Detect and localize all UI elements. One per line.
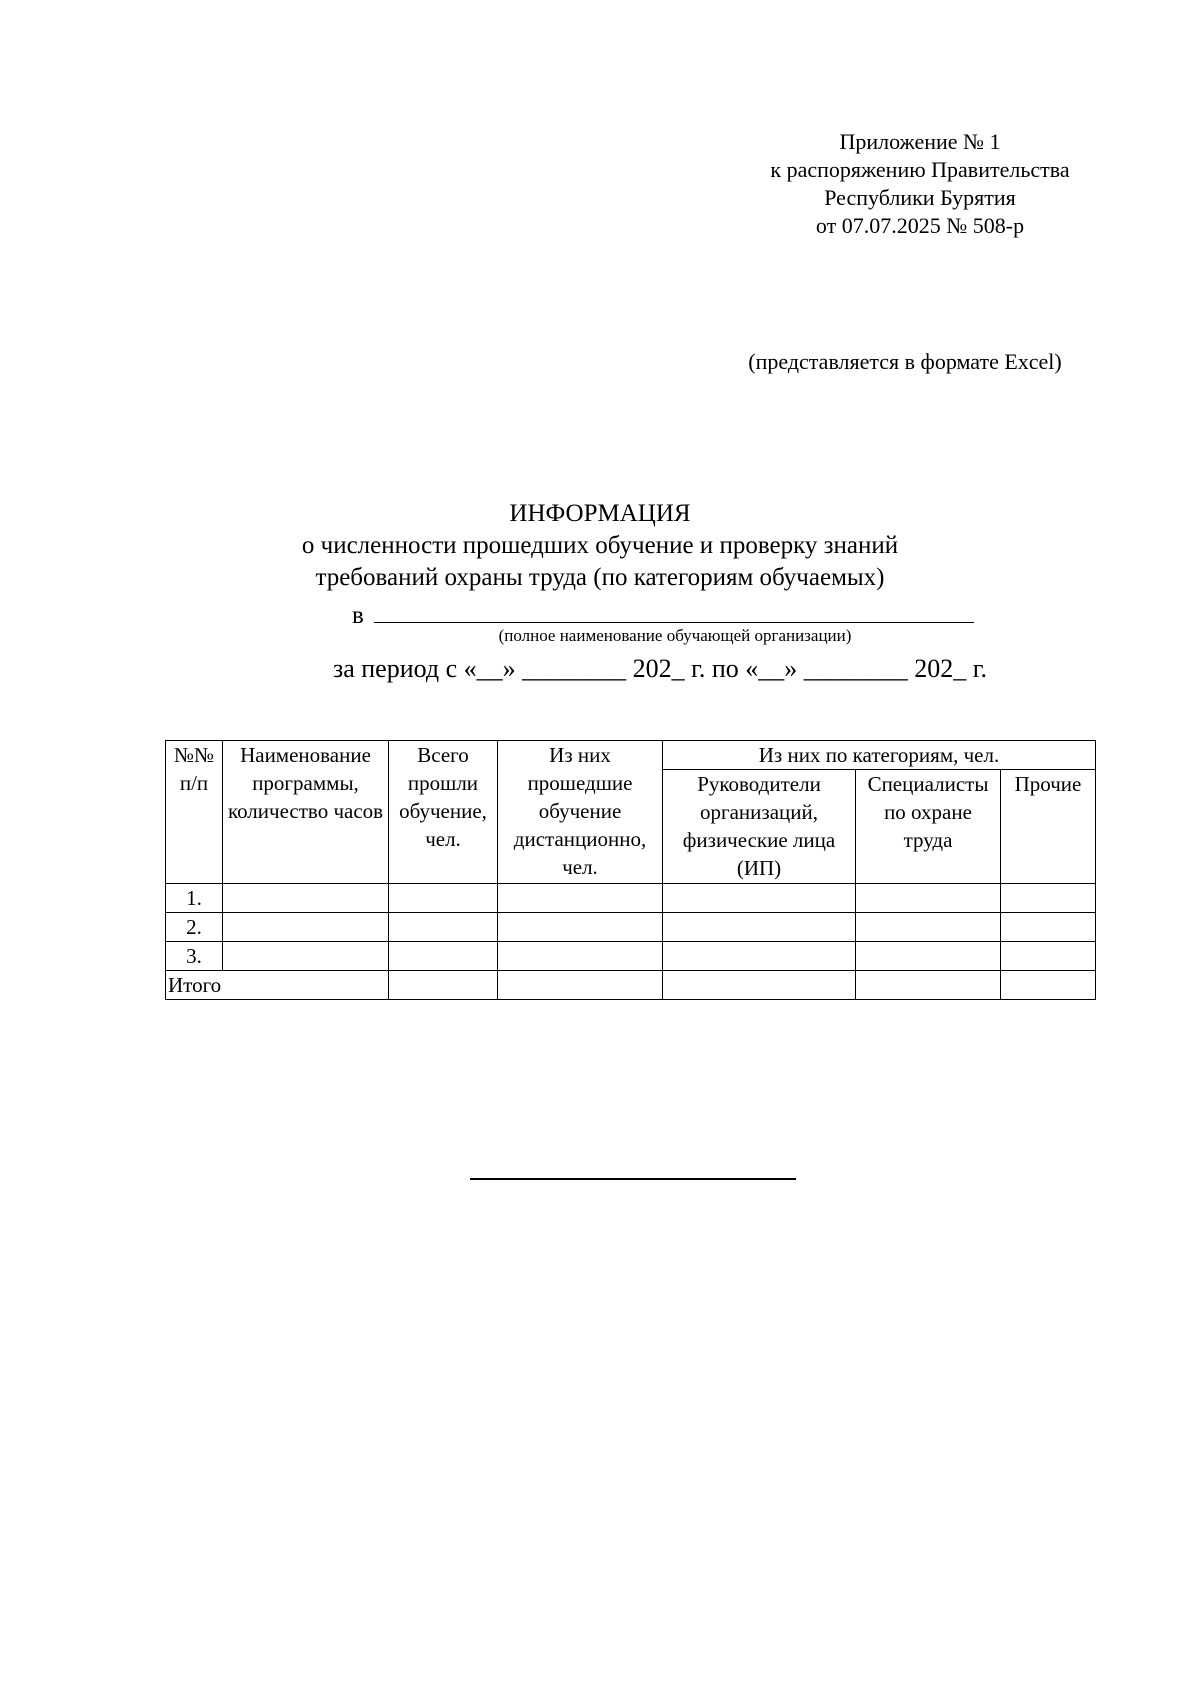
cell-program [223, 913, 389, 942]
cell-managers [663, 971, 856, 1000]
period-line: за период с «__» ________ 202_ г. по «__» ________ 202_ г. [332, 654, 988, 683]
cell-total [389, 913, 498, 942]
cell-other [1001, 913, 1096, 942]
organization-prefix: в [352, 602, 364, 629]
cell-program [223, 884, 389, 913]
cell-specialists [856, 942, 1001, 971]
cell-managers [663, 913, 856, 942]
row-number: 1. [166, 884, 223, 913]
table-row [166, 942, 1096, 971]
training-table [165, 740, 1096, 1000]
table-row [166, 884, 1096, 913]
cell-total [389, 971, 498, 1000]
header-specialists: Специалисты по охране труда [856, 770, 1001, 884]
organization-caption: (полное наименование обучающей организации) [498, 626, 852, 645]
cell-specialists [856, 884, 1001, 913]
row-number: 2. [166, 913, 223, 942]
organization-name-field [374, 600, 974, 623]
title-line-3: требований охраны труда (по категориям обучаемых) [315, 564, 885, 591]
row-number: 3. [166, 942, 223, 971]
appendix-date: от 07.07.2025 № 508-р [815, 213, 1025, 238]
table-row [166, 913, 1096, 942]
header-other: Прочие [1001, 770, 1096, 884]
header-by-category: Из них по категориям, чел. [663, 741, 1096, 770]
appendix-number: Приложение № 1 [839, 129, 1001, 154]
header-managers: Руководители организаций, физические лица (ИП) [663, 770, 856, 884]
cell-specialists [856, 971, 1001, 1000]
cell-total [389, 884, 498, 913]
cell-remote [498, 884, 663, 913]
cell-remote [498, 971, 663, 1000]
table-total-row [166, 971, 1096, 1000]
appendix-order: к распоряжению Правительства [770, 157, 1070, 182]
cell-total [389, 942, 498, 971]
cell-other [1001, 884, 1096, 913]
cell-other [1001, 971, 1096, 1000]
header-remote-trained: Из них прошедшие обучение дистанционно, чел. [498, 741, 663, 884]
cell-specialists [856, 913, 1001, 942]
header-row-number: №№ п/п [166, 741, 223, 884]
cell-managers [663, 942, 856, 971]
cell-remote [498, 942, 663, 971]
title-heading: ИНФОРМАЦИЯ [509, 500, 691, 527]
format-note: (представляется в формате Excel) [748, 349, 1062, 374]
cell-program [223, 942, 389, 971]
total-label: Итого [166, 971, 389, 1000]
header-program: Наименование программы, количество часов [223, 741, 389, 884]
document-title [200, 498, 1000, 594]
header-total-trained: Всего прошли обучение, чел. [389, 741, 498, 884]
appendix-block [740, 128, 1100, 240]
cell-remote [498, 913, 663, 942]
cell-managers [663, 884, 856, 913]
closing-line [470, 1178, 796, 1180]
title-line-2: о численности прошедших обучение и проверку знаний [301, 532, 899, 559]
appendix-republic: Республики Бурятия [824, 185, 1016, 210]
cell-other [1001, 942, 1096, 971]
